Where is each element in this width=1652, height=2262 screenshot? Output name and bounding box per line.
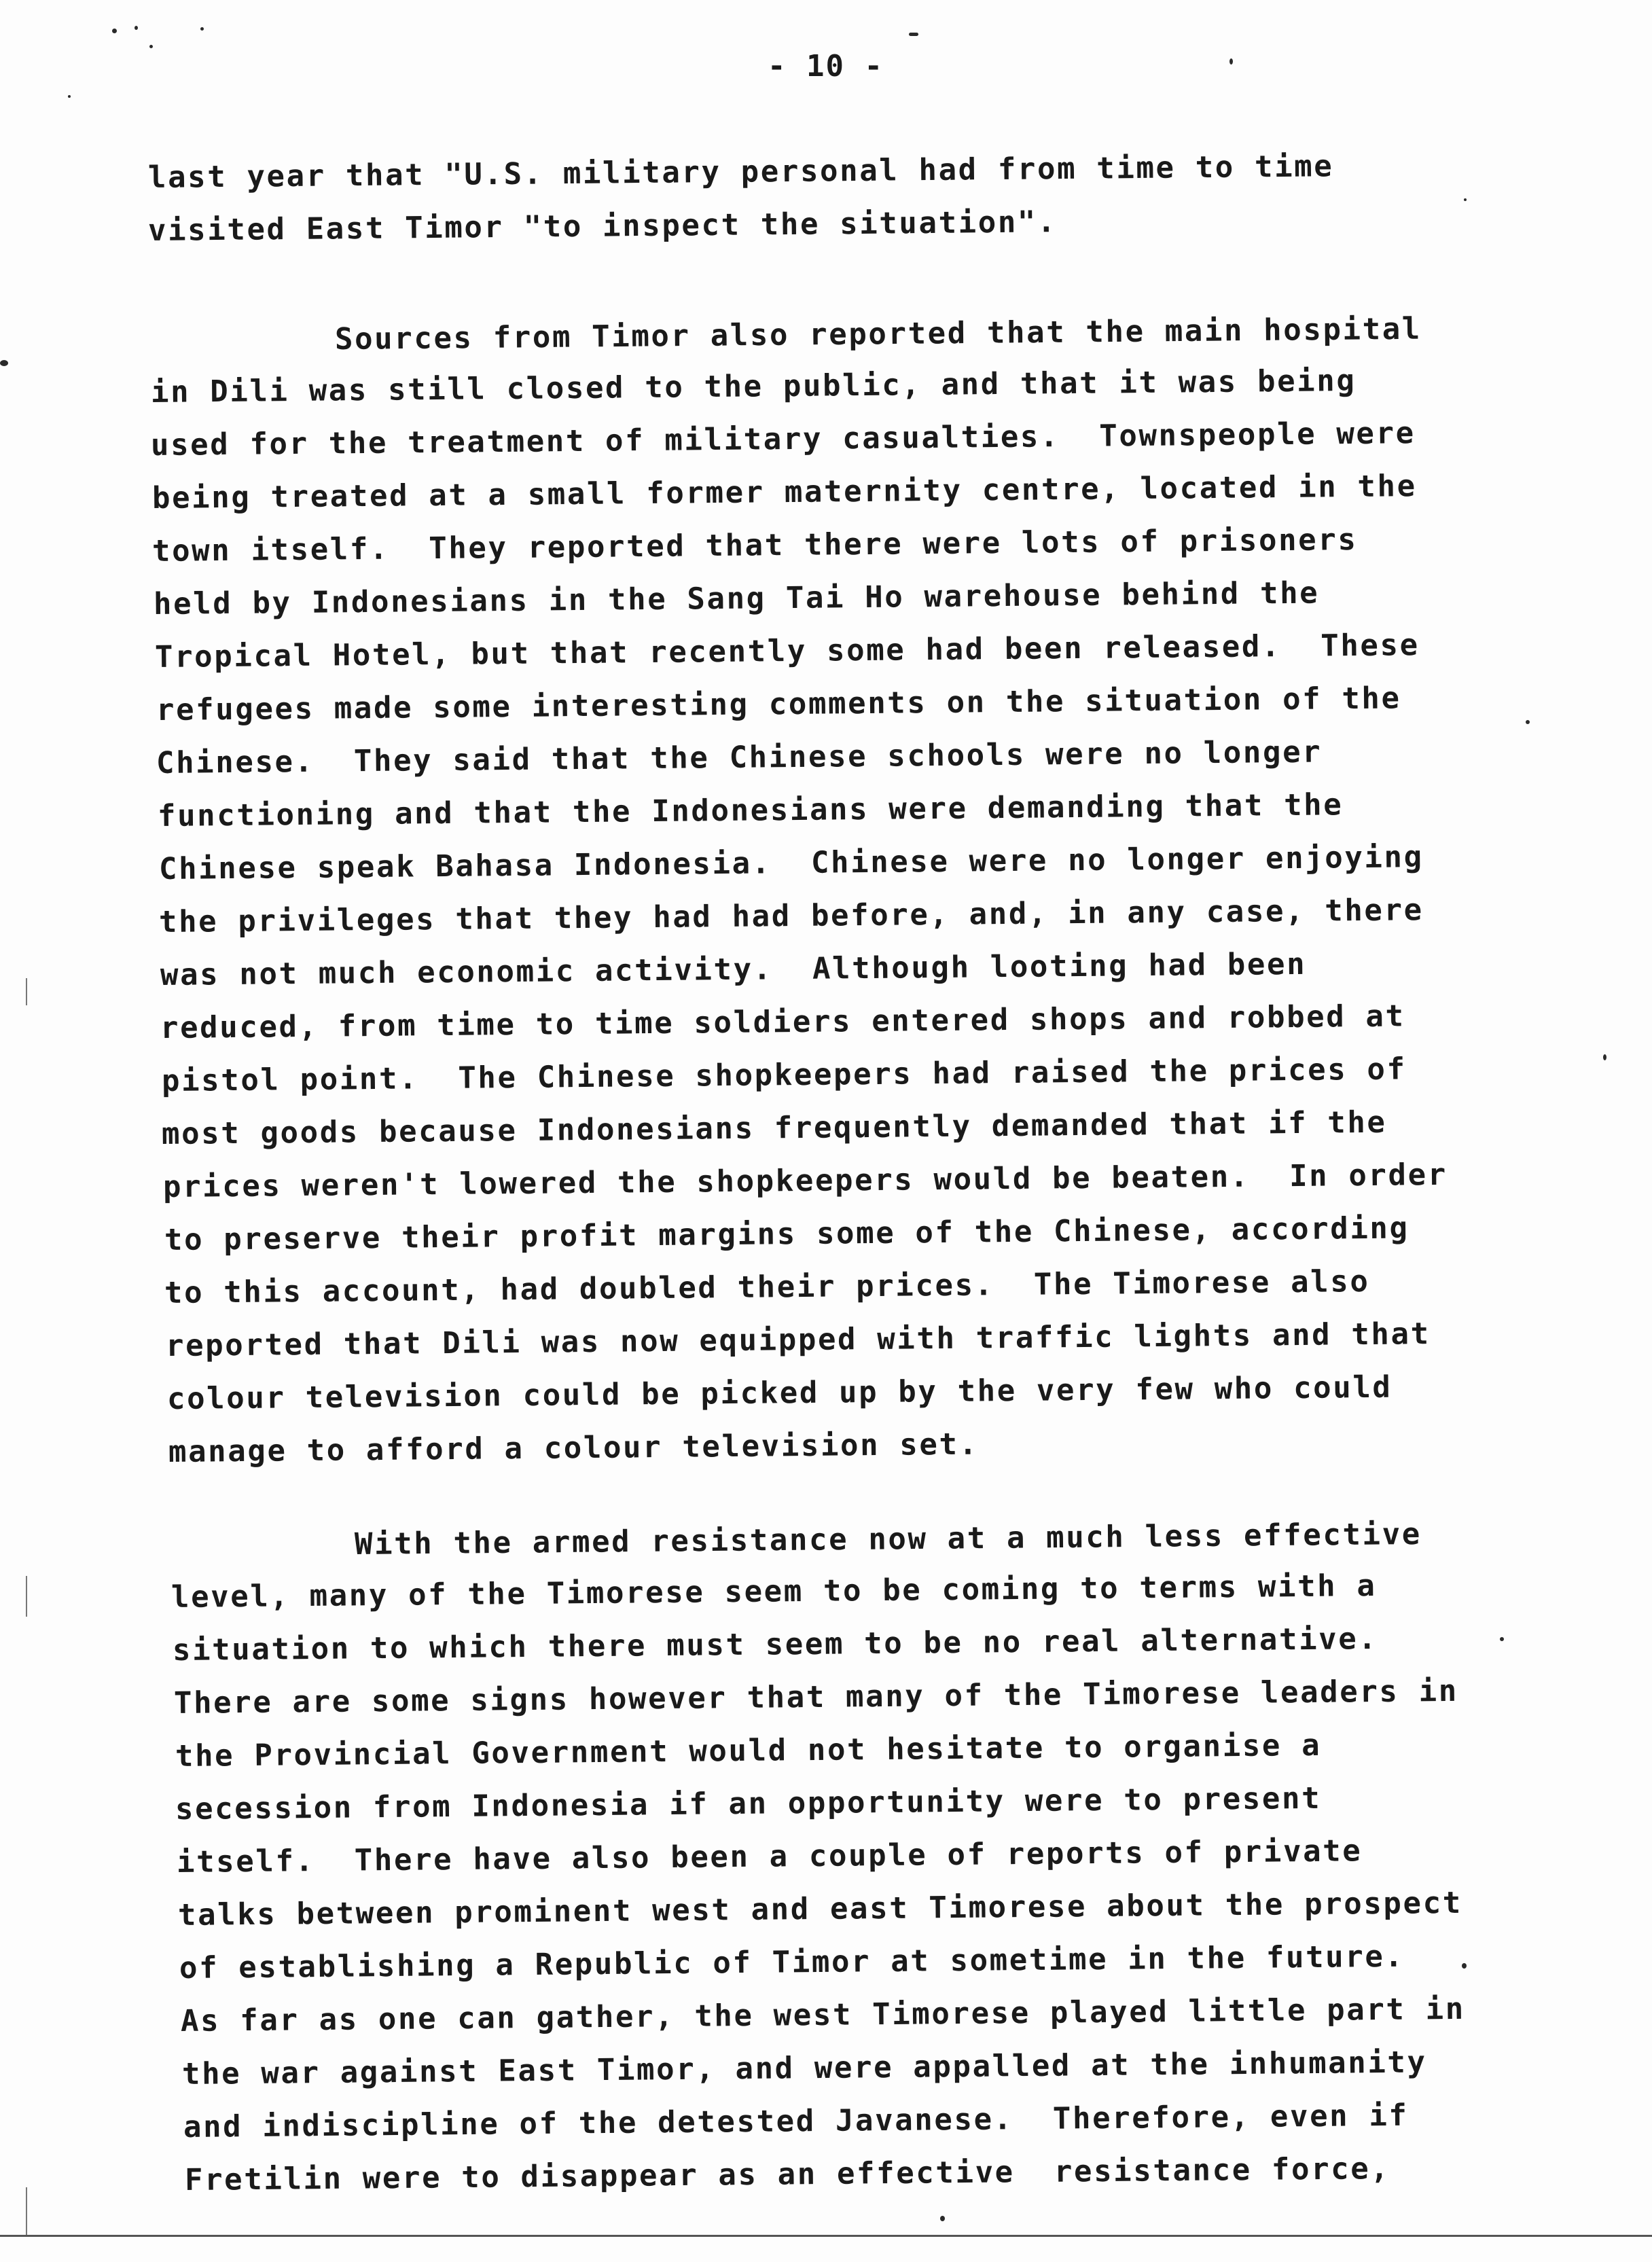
- paragraph-2-line-14: reduced, from time to time soldiers entered shops and robbed at: [160, 999, 1405, 1045]
- scan-speck: [1500, 1637, 1504, 1641]
- paragraph-3-line-9: of establishing a Republic of Timor at sometime in the future.: [179, 1939, 1405, 1986]
- scan-speck: [149, 45, 153, 48]
- scan-margin-mark: [26, 978, 27, 1005]
- paragraph-1-line-1: last year that "U.S. military personal had from time to time: [147, 149, 1334, 195]
- scan-speck: [1462, 1963, 1467, 1969]
- paragraph-3-line-5: the Provincial Government would not hesitate to organise a: [175, 1727, 1322, 1774]
- paragraph-3-line-6: secession from Indonesia if an opportunity were to present: [175, 1780, 1322, 1827]
- page-number: - 10 -: [768, 49, 884, 84]
- paragraph-3-line-13: Fretilin were to disappear as an effective resistance force,: [184, 2151, 1390, 2197]
- paragraph-2-line-5: town itself. They reported that there were lots of prisoners: [151, 522, 1358, 569]
- paragraph-3-line-1: With the armed resistance now at a much less effective: [354, 1516, 1422, 1562]
- scan-margin-mark: [26, 1576, 27, 1617]
- paragraph-2-line-3: used for the treatment of military casualties. Townspeople were: [150, 416, 1416, 463]
- scan-speck: [940, 2216, 945, 2221]
- scan-speck: [1464, 198, 1467, 201]
- paragraph-3-line-11: the war against East Timor, and were appalled at the inhumanity: [181, 2045, 1427, 2092]
- scan-speck: [68, 95, 71, 98]
- scan-speck: [112, 29, 117, 33]
- paragraph-2-line-6: held by Indonesians in the Sang Tai Ho warehouse behind the: [153, 575, 1320, 622]
- paragraph-2-line-7: Tropical Hotel, but that recently some had been released. These: [154, 628, 1420, 675]
- paragraph-3-line-2: level, many of the Timorese seem to be coming to terms with a: [170, 1568, 1377, 1615]
- paragraph-2-line-19: to this account, had doubled their prices. The Timorese also: [164, 1263, 1370, 1310]
- paragraph-3-line-3: situation to which there must seem to be no real alternative.: [172, 1621, 1378, 1668]
- paragraph-2-line-8: refugees made some interesting comments on the situation of the: [156, 681, 1401, 728]
- paragraph-2-line-17: prices weren't lowered the shopkeepers would be beaten. In order: [162, 1157, 1448, 1204]
- paragraph-2-line-1: Sources from Timor also reported that the main hospital: [334, 311, 1422, 357]
- paragraph-2-line-4: being treated at a small former maternity centre, located in the: [151, 469, 1417, 516]
- paragraph-2-line-21: colour television could be picked up by the very few who could: [166, 1369, 1393, 1416]
- scan-speck: [1526, 720, 1530, 724]
- paragraph-2-line-12: the privileges that they had had before, and, in any case, there: [158, 893, 1424, 939]
- paragraph-1-line-2: visited East Timor "to inspect the situation".: [147, 204, 1058, 248]
- paragraph-2-line-2: in Dili was still closed to the public, and that it was being: [150, 363, 1357, 410]
- paragraph-2-line-15: pistol point. The Chinese shopkeepers had raised the prices of: [161, 1052, 1407, 1098]
- paragraph-2-line-11: Chinese speak Bahasa Indonesia. Chinese were no longer enjoying: [158, 840, 1424, 886]
- paragraph-3-line-12: and indiscipline of the detested Javanese. Therefore, even if: [183, 2098, 1409, 2144]
- scan-margin-mark: [26, 2187, 27, 2235]
- paragraph-2-line-10: functioning and that the Indonesians were demanding that the: [157, 787, 1344, 833]
- paragraph-2-line-20: reported that Dili was now equipped with traffic lights and that: [165, 1316, 1431, 1363]
- scan-speck: [909, 33, 918, 36]
- paragraph-3-line-7: itself. There have also been a couple of reports of private: [176, 1833, 1363, 1880]
- paragraph-3-line-4: There are some signs however that many of the Timorese leaders in: [173, 1673, 1459, 1721]
- page-bottom-edge: [0, 2235, 1652, 2237]
- scan-speck: [1229, 58, 1233, 65]
- scan-speck: [0, 360, 8, 366]
- paragraph-3-line-8: talks between prominent west and east Timorese about the prospect: [177, 1885, 1463, 1933]
- scan-speck: [134, 26, 138, 30]
- scan-speck: [1603, 1054, 1606, 1060]
- paragraph-2-line-22: manage to afford a colour television set.: [168, 1426, 979, 1469]
- paragraph-3-line-10: As far as one can gather, the west Timorese played little part in: [180, 1991, 1466, 2039]
- paragraph-2-line-16: most goods because Indonesians frequently demanded that if the: [161, 1105, 1387, 1151]
- paragraph-2-line-9: Chinese. They said that the Chinese schools were no longer: [156, 734, 1323, 780]
- scan-speck: [200, 27, 204, 31]
- paragraph-2-line-13: was not much economic activity. Although looting had been: [160, 946, 1307, 992]
- paragraph-2-line-18: to preserve their profit margins some of the Chinese, according: [164, 1210, 1409, 1257]
